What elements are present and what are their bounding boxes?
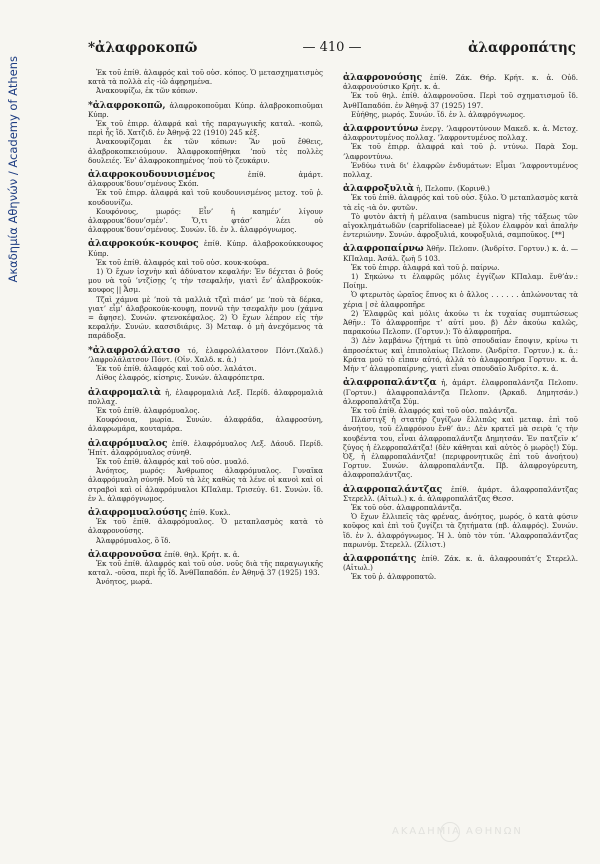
entry-headword: ἀλαφρομαλιὰ (88, 386, 161, 398)
entry-paragraph: Ἐκ τοῦ ῥ. ἀλαφροπατῶ. (351, 572, 437, 582)
page-header (88, 40, 576, 64)
entry-text: ἐπίθ. ἀμάρτ. ἀλαφρουκ’δουν’σμένους Σκόπ. (88, 170, 323, 189)
watermark-text-right: ΑΘΗΝΩΝ (466, 826, 523, 837)
entry-paragraph: Ἐκ τοῦ ἐπίθ. ἀλαφρόμυαλος. Ὁ μεταπλασμὸς κατὰ τὸ ἀλαφρονούσης. (88, 517, 323, 536)
dictionary-entry (88, 346, 323, 364)
entry-paragraph: 1) Ὁ ἔχων ἰσχνὴν καὶ ἀδύνατον κεφαλήν: Ἐν δέχεται ὁ βούς μου νὰ τοῦ ’ντζίσῃς ’ς τὴν τσεφαλήν, γιατὶ ἔν’ ἀλαβροκούκ-κουφος || Ἆσμ. (88, 267, 323, 295)
entry-paragraph: Ἀνακουφίζω, ἐκ τῶν κόπων. (96, 86, 198, 96)
entry-text: ἀλαφροκοποῦμαι Κύπρ. ἀλαβροκοπιοῦμαι Κύπρ. (88, 100, 323, 119)
dictionary-entry (343, 124, 578, 142)
entry-paragraph: Εὐήθης, μωρός. Συνών. ἴδ. ἐν λ. ἀλαφρόγνωμος. (351, 109, 526, 119)
left-column (88, 68, 323, 587)
entry-paragraph: Τζαὶ χάμνα μὲ ’ποὺ τὰ μαλλιὰ τζαὶ πιάσ’ με ’ποὺ τὰ δέρκα, γιατ’ εἶμ’ ἀλαβροκούκ-κουφη, ποννῶ τὴν τσεφαλὴν μου (χάμνα = ἄφησε). Συνών. φτενοκέφαλος. 2) Ὁ ἔχων λέπρον εἰς τὴν κεφαλήν. Συνών. κασσιδιάρις. 3) Μεταφ. ὁ μὴ ἀνεχόμενος τὰ παράδοξα. (88, 294, 323, 341)
entry-paragraph: Ἐκ τοῦ ἐπιρρ. ἀλαφρά καὶ τοῦ κουδουνισμένος μετοχ. τοῦ ῥ. κουδουνίζω. (88, 188, 323, 207)
entry-text: τό, ἐλαφρολάλατσον Πόντ.(Χαλδ.) ’λαφρολάλατσον Πόντ. (Οἰν. Χαλδ. κ. ἀ.) (88, 345, 323, 364)
entry-headword: ἀλαφρονούσης (343, 72, 423, 83)
header-last-lemma: ἀλαφροπάτης (468, 40, 576, 56)
entry-headword: ἀλαφροκούκ-κουφος (88, 238, 199, 250)
entry-paragraph: Ἐκ τοῦ θηλ. ἐπίθ. ἀλαφρονοῦσα. Περὶ τοῦ σχηματισμοῦ ἴδ. ἈνθΠαπαδόπ. ἐν Ἀθηνᾷ 37 (1925) 197. (343, 91, 578, 110)
entry-text: ἐπίθ. ἀμάρτ. ἀλαφροπαλάντζας Στερελλ. (Αἰτωλ.) κ. ἀ. ἀλαφροπαλάτζας Θεσσ. (343, 484, 578, 503)
dictionary-entry (343, 73, 578, 91)
entry-headword: ἀλαφροντύνω (343, 123, 419, 135)
entry-paragraph: Ἐκ τοῦ ἐπιρρ. ἀλαφρά καὶ τῆς παραγωγικῆς καταλ. -κοπῶ, περὶ ἧς ἴδ. Χατζιδ. ἐν Ἀθηνᾷ 22 (1910) 245 κἑξ. (88, 119, 323, 138)
entry-paragraph: Κουφόνους, μωρός: Εἶν’ ἡ καημέν’ λίγουν ἀλαφρουκ’δουν’σμέν’. Ὅ,τι φτάσ’ λέει οὐ ἀλαφρουκ’δουν’σμένους. Συνών. ἴδ. ἐν λ. ἀλαφρόγνωμος. (88, 206, 323, 235)
entry-paragraph: Ἐκ τοῦ ἐπίθ. ἀλαφρός καὶ τοῦ οὐσ. ξύλο. Ὁ μεταπλασμὸς κατὰ τὰ εἰς -ιὰ ὀν. φυτῶν. (343, 193, 578, 212)
dictionary-entry (88, 101, 323, 119)
dictionary-entry (343, 554, 578, 572)
entry-headword: ἀλαφροκουδουνισμένος (88, 169, 216, 181)
entry-paragraph: Ἐκ τοῦ ἐπίθ. ἀλαφρός καὶ τοῦ οὐσ. λαλάτσι. (96, 364, 257, 374)
entry-text: ἡ, ἀμάρτ. ἐλαφροπαλάντζα Πελοπν. (Γορτυν.) ἀλαφροπαλάντζα Πελοπν. (Ἀρκαδ. Δημητσάν.) ἀλεφροπαλάτζα Σύμ. (343, 378, 578, 406)
sidebar-attribution (0, 0, 26, 864)
entry-text: ἐπίθ. Κύπρ. ἀλαβροκούκκουφος Κύπρ. (88, 239, 323, 258)
entry-text: ἐπίθ. Ζάκ. Θήρ. Κρήτ. κ. ἀ. Οὐδ. ἀλαφρονούσικο Κρήτ. κ. ἀ. (343, 73, 578, 92)
dictionary-entry (88, 170, 323, 188)
dictionary-entry (88, 508, 323, 517)
entry-paragraph: Ἀνακουφίζομαι ἐκ τῶν κόπων: Ἂν μοῦ ἔθθεις, ἀλαβροκοπκειούμουν. Ἀλαφροκοπήθηκα ’ποὺ τὲς πολλὲς δουλειές. Ἐν’ ἀλαφροκοπημένος ’ποὺ τὸ ζευκάριν. (88, 137, 323, 165)
dictionary-entry (88, 388, 323, 406)
entry-text: ἡ, Πελοπν. (Κορινθ.) (413, 184, 490, 194)
watermark-seal-icon (440, 822, 460, 842)
entry-paragraph: 3) Δὲν λαμβάνω ζήτημά τι ὑπὸ σπουδαίαν ἔποψιν, κρίνω τι ἀπροσέκτως καὶ ἐπιπολαίως Πελοπν. (Ἀνδρίτσ. Γορτυν.) κ. ἀ.: Κράτα μοῦ τὸ εἶπαν αὐτό, ἀλλὰ τὸ ἀλαφροπῆρα Γορτυν. κ. ἀ. Μὴν τ’ ἀλαφροπαίρνης, γιατὶ εἶναι σπουδαῖο Ἀνδρίτσ. κ. ἀ. (343, 336, 578, 374)
entry-paragraph: Ἐνδύω τινὰ δι’ ἐλαφρῶν ἐνδυμάτων: Εἶμαι ’λαφροντυμένος πολλαχ. (343, 160, 578, 180)
attribution-text: Ακαδημία Αθηνών / Academy of Athens (6, 56, 20, 283)
entry-text: ἐνεργ. ’λαφροντύνουν Μακεδ. κ. ἀ. Μετοχ. ἀλαφροντυμένος πολλαχ. ’λαφροντυμένος πολλαχ. (343, 124, 578, 143)
entry-headword: ἀλαφροπάτης (343, 552, 417, 564)
dictionary-entry (343, 485, 578, 503)
entry-headword: ἀλαφροξυλιὰ (343, 183, 414, 195)
entry-text: Ἀθῆν. Πελοπν. (Ἀνδρίτσ. Γορτυν.) κ. ἀ. —ΚΠαλαμ. Ἀσάλ. ζωὴ 5 103. (343, 244, 578, 263)
entry-paragraph: 1) Σηκώνω τι ἐλαφρῶς μόλις ἐγγίζων ΚΠαλαμ. ἔνθ’ἀν.: Ποίημ. (343, 272, 578, 291)
entry-paragraph: Ἐκ τοῦ ἐπίθ. ἀλαφρός καὶ τοῦ οὐσ. κόπος. Ὁ μετασχηματισμὸς κατὰ τὰ πολλὰ εἰς -ίῶ ἀφῃρημένα. (88, 68, 323, 87)
entry-paragraph: 2) Ἐλαφρῶς καὶ μόλις ἀκούω τι ἐκ τυχαίας συμπτώσεως Ἀθῆν.: Τὸ ἀλαφροπῆρε τ’ αὐτί μου. β) Δὲν ἀκούω καλῶς, παρακούω Πελοπν. (Γορτυν.): Τὸ ἀλαφροπῆρα. (343, 308, 578, 337)
entry-paragraph: Ἀνόητος, μωρά. (96, 577, 153, 587)
entry-headword: ἀλαφροπαλάντζας (343, 483, 443, 495)
entry-paragraph: Ἐκ τοῦ ἐπιρρ. ἀλαφρά καὶ τοῦ ῥ. ντύνω. Παρὰ Σομ. ’λαφροντύνω. (343, 142, 578, 161)
dictionary-entry (343, 378, 578, 406)
entry-paragraph: Ὁ φτερωτὸς ὡραῖος ἔπνος κι ὁ ἄλλος . . . . . . ἀπλώνοντας τὰ χέρια | σὲ ἀλαφροπῆρε (343, 290, 578, 309)
entry-text: ἐπίθ. Κυκλ. (187, 507, 231, 517)
entry-headword: *ἀλαφρολάλατσο (88, 344, 181, 356)
entry-headword: ἀλαφρόμυαλος (88, 437, 168, 449)
entry-text: ἐπίθ. ἐλαφρόμυαλος Λεξ. Δάουδ. Περίδ. Ἠπίτ. ἀλαφρόμυαλος σύνηθ. (88, 438, 323, 457)
entry-headword: *ἀλαφροκοπῶ, (88, 99, 166, 111)
entry-paragraph: Ἐκ τοῦ ἐπίθ. ἀλαφρός καὶ τοῦ οὐσ. κουκ-κούφα. (96, 257, 270, 267)
entry-paragraph: Ὁ ἔχων ἔλλιπεῖς τὰς φρένας, ἀνόητος, μωρός, ὁ κατὰ φύσιν κοῦφος καὶ ἐπὶ τοῦ ζυγίζει τὰ ζητήματα (πβ. ἀλαφρός). Συνών. ἴδ. ἐν λ. ἀλαφρόγνωμος. Ἡ λ. ὑπὸ τὸν τύπ. ’Αλαφροπαλάντζας παρωνύμ. Στερελλ. (Ζίλιστ.) (343, 512, 578, 549)
entry-paragraph: Ἐκ τοῦ ἐπίθ. ἀλαφρός καὶ τοῦ οὐσ. νοῦς διὰ τῆς παραγωγικῆς καταλ. -οῦσα, περὶ ἧς ἴδ. ἈνθΠαπαδόπ. ἐν Ἀθηνᾷ 37 (1925) 193. (88, 558, 323, 578)
page-number: — 410 — (302, 40, 362, 55)
entry-paragraph: Ἀνόητος, μωρός: Ἀνθρωπος ἀλαφρόμυαλος. Γυναῖκα ἀλαφρόμυαλη σύνηθ. Μοῦ τὰ λὲς καθὼς τὰ λένε οἱ κανοὶ καὶ οἱ στραβοὶ καὶ οἱ ἀλαφρόμυαλοι ΚΠαλαμ. Τρισεύγ. 61. Συνών. ἴδ. ἐν λ. ἀλαφρόγνωμος. (88, 466, 323, 503)
watermark (392, 822, 523, 844)
right-column (343, 68, 578, 582)
entry-paragraph: Ἐκ τοῦ οὐσ. ἀλαφροπαλάντζα. (351, 502, 462, 512)
dictionary-entry (343, 184, 578, 193)
watermark-text-left: ΑΚΑΔΗΜΙΑ (392, 826, 462, 837)
entry-paragraph: Κουφόνοια, μωρία. Συνών. ἀλαφράδα, ἀλαφροσύνη, ἀλαφρωμάρα, κουταμάρα. (88, 415, 323, 434)
entry-headword: ἀλαφρομυαλούσης (88, 506, 188, 518)
dictionary-entry (88, 439, 323, 457)
dictionary-entry (88, 550, 323, 559)
entry-paragraph: Ἐκ τοῦ ἐπίθ. ἀλαφρός καὶ τοῦ οὐσ. παλάντζα. (351, 405, 518, 415)
entry-text: ἡ, ἐλαφρομαλιὰ Λεξ. Περίδ. ἀλαφρομαλιὰ πολλαχ. (88, 387, 323, 406)
entry-paragraph: Ἐκ τοῦ ἐπιρρ. ἀλαφρά καὶ τοῦ ῥ. παίρνω. (351, 262, 500, 272)
entry-paragraph: Τὸ φυτὸν ἀκτὴ ἡ μέλαινα (sambucus nigra) τῆς τάξεως τῶν αἰγοκλημάτωδῶν (caprifoliaceae) μὲ ξύλον ἐλαφρὸν καὶ ἀπαλὴν ἐντεριώνην. Συνών. ἀφροξυλιά, κουφοξυλιά, σαμποῦκος. [**] (343, 211, 578, 240)
entry-paragraph: Ἐκ τοῦ ἐπίθ. ἀλαφρόμυαλος. (96, 405, 200, 415)
header-first-lemma: *ἀλαφροκοπῶ (88, 40, 198, 56)
dictionary-entry (88, 239, 323, 257)
entry-paragraph: Λίθος ἐλαφρός, κίσηρις. Συνών. ἀλαφρόπετρα. (96, 373, 265, 383)
entry-text: ἐπίθ. θηλ. Κρήτ. κ. ἀ. (161, 549, 240, 559)
entry-headword: ἀλαφροπαλάντζα (343, 377, 437, 389)
entry-paragraph: Ἐκ τοῦ ἐπίθ. ἀλαφρός καὶ τοῦ οὐσ. μυαλό. (96, 456, 249, 466)
entry-headword: ἀλαφροπαίρνω (343, 243, 424, 255)
entry-text: ἐπίθ. Ζάκ. κ. ἀ. ἀλαφρουπάτ’ς Στερελλ. (Αἰτωλ.) (343, 553, 578, 573)
dictionary-entry (343, 244, 578, 262)
entry-headword: ἀλαφρονοῦσα (88, 548, 162, 560)
entry-paragraph: Ἀλαφρόμυαλος, ὃ ἴδ. (96, 535, 171, 545)
entry-paragraph: Πλάστιγξ ἡ στατὴρ ζυγίζων ἔλλιπῶς καὶ μεταφ. ἐπὶ τοῦ ἀνοήτου, τοῦ ἐλαφρόνου ἔνθ’ ἀν.: Δὲν κρατεῖ μὰ σειρὰ ’ς τὴν κουβέντα του, εἶναι ἀλαφροπαλάντζα Δημητσάν. Ἐν πατζεῖν κ’ ζύγος ἡ ἐλεφροπαλάτζα! (δὲν κάθηται καὶ αὐτὸς ὁ μωρὸς!) Σύμ. Ὀξ, ἡ ἐλαφροπαλάντζα! (περιφρονητικῶς ἐπὶ τοῦ ἀνοήτου) Γορτυν. Συνών. ἀλαφροπαλάντζα. Πβ. ἀλαφρογύρευτη, ἀλαφροπαλάντζας. (343, 415, 578, 480)
